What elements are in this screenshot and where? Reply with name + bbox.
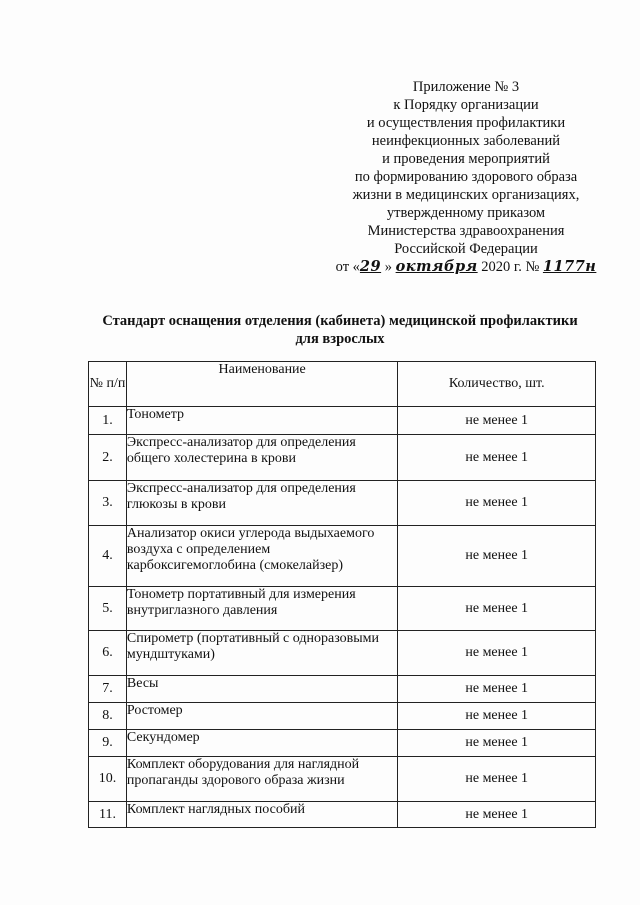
table-row	[89, 757, 596, 802]
header-qty: Количество, шт.	[398, 362, 596, 407]
order-date-line	[316, 258, 616, 276]
date-prefix: от «	[335, 259, 360, 275]
row-num: 7.	[89, 676, 127, 703]
row-qty: не менее 1	[398, 407, 596, 435]
header-line: и осуществления профилактики	[366, 115, 566, 131]
row-num: 11.	[89, 802, 127, 828]
row-qty: не менее 1	[398, 481, 596, 526]
table-row	[89, 407, 596, 435]
row-qty: не менее 1	[398, 435, 596, 481]
title-line: для взрослых	[295, 331, 385, 347]
row-name: Спирометр (портативный с одноразовыми мундштуками)	[126, 631, 398, 676]
row-num: 9.	[89, 730, 127, 757]
header-line: Российской Федерации	[394, 241, 538, 257]
header-line: Приложение № 3	[412, 79, 520, 95]
row-num: 2.	[89, 435, 127, 481]
row-name: Комплект наглядных пособий	[126, 802, 398, 828]
header-line: и проведения мероприятий	[382, 151, 550, 167]
header-line: неинфекционных заболеваний	[371, 133, 561, 149]
table-row	[89, 703, 596, 730]
row-name: Тонометр портативный для измерения внутриглазного давления	[126, 587, 398, 631]
row-name: Экспресс-анализатор для определения глюкозы в крови	[126, 481, 398, 526]
row-name: Весы	[126, 676, 398, 703]
header-line: жизни в медицинских организациях,	[352, 187, 580, 203]
row-name: Комплект оборудования для наглядной пропаганды здорового образа жизни	[126, 757, 398, 802]
row-name: Секундомер	[126, 730, 398, 757]
row-qty: не менее 1	[398, 703, 596, 730]
row-qty: не менее 1	[398, 526, 596, 587]
table-row	[89, 435, 596, 481]
row-num: 4.	[89, 526, 127, 587]
date-separator: »	[384, 259, 392, 275]
row-name: Экспресс-анализатор для определения общего холестерина в крови	[126, 435, 398, 481]
row-qty: не менее 1	[398, 587, 596, 631]
header-line: по формированию здорового образа	[354, 169, 578, 185]
row-qty: не менее 1	[398, 757, 596, 802]
date-day-handwritten: 29	[359, 258, 382, 275]
row-qty: не менее 1	[398, 631, 596, 676]
title-line: Стандарт оснащения отделения (кабинета) медицинской профилактики	[102, 313, 578, 329]
row-num: 5.	[89, 587, 127, 631]
row-num: 3.	[89, 481, 127, 526]
row-num: 6.	[89, 631, 127, 676]
header-name: Наименование	[126, 362, 398, 407]
row-name: Тонометр	[126, 407, 398, 435]
table-header-row	[89, 362, 596, 407]
equipment-table	[88, 361, 596, 828]
date-month-handwritten: октября	[395, 258, 478, 275]
row-name: Ростомер	[126, 703, 398, 730]
row-qty: не менее 1	[398, 676, 596, 703]
table-row	[89, 676, 596, 703]
table-row	[89, 587, 596, 631]
table-row	[89, 730, 596, 757]
row-num: 1.	[89, 407, 127, 435]
header-line: утвержденному приказом	[386, 205, 546, 221]
table-row	[89, 631, 596, 676]
table-row	[89, 526, 596, 587]
table-row	[89, 481, 596, 526]
appendix-header	[316, 78, 616, 276]
date-year: 2020 г. №	[481, 259, 540, 275]
row-num: 8.	[89, 703, 127, 730]
row-qty: не менее 1	[398, 802, 596, 828]
order-number-handwritten: 1177н	[542, 258, 597, 275]
table-row	[89, 802, 596, 828]
header-line: к Порядку организации	[393, 97, 539, 113]
header-line: Министерства здравоохранения	[367, 223, 565, 239]
row-num: 10.	[89, 757, 127, 802]
document-title	[60, 312, 620, 348]
row-name: Анализатор окиси углерода выдыхаемого воздуха с определением карбоксигемоглобина (смокелайзер)	[126, 526, 398, 587]
header-num: № п/п	[89, 362, 127, 407]
row-qty: не менее 1	[398, 730, 596, 757]
